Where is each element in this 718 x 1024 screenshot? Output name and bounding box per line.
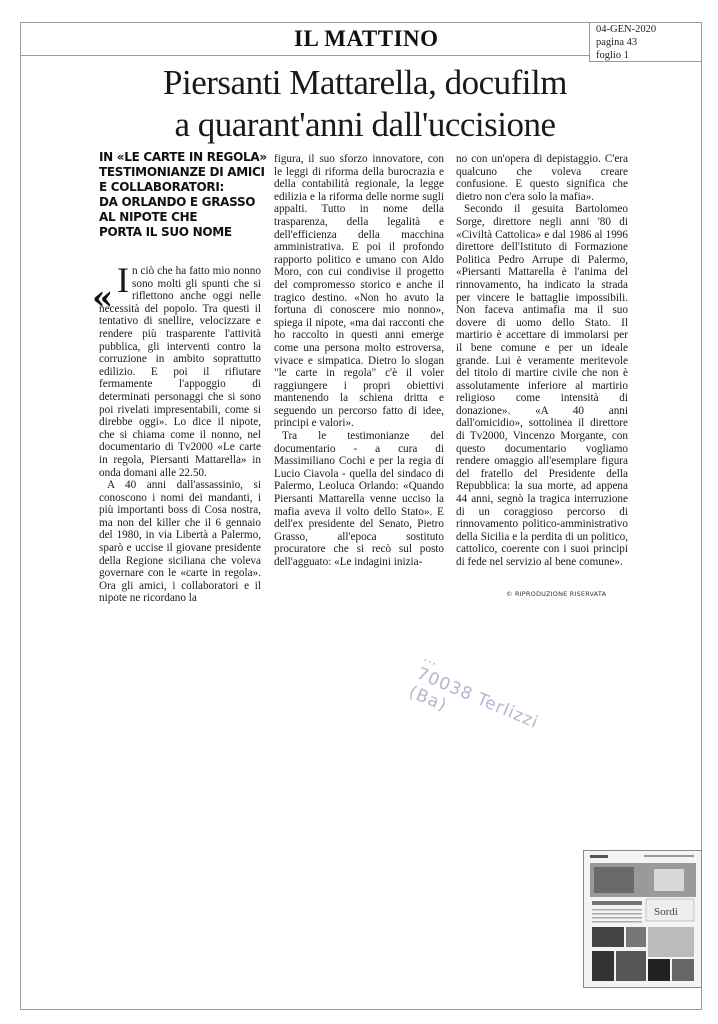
- sheet-label: foglio 1: [596, 50, 629, 61]
- article-column-3: [456, 153, 628, 589]
- kicker-line: TESTIMONIANZE DI AMICI: [99, 165, 265, 179]
- copyright-note: © RIPRODUZIONE RISERVATA: [506, 590, 607, 598]
- headline: [100, 62, 630, 146]
- paragraph: Tra le testimonianze del documentario - a cura di Massimiliano Cochi e per la regia di Lucio Ciavola - quella del sindaco di Palermo, Leoluca Orlando: «Quando Piersanti Mattarella venne ucciso la mafia aveva il volto dello Stato». E dell'ex presidente del Senato, Pietro Grasso, all'epoca sostituto procuratore che si recò sul posto dell'agguato: «Le indagini inizia-: [274, 430, 444, 568]
- paragraph: no con un'opera di depistaggio. C'era qualcuno che voleva creare confusione. E questo significa che dietro non c'era solo la mafia».: [456, 153, 628, 203]
- kicker-line: IN «LE CARTE IN REGOLA»: [99, 150, 267, 164]
- headline-line-2: a quarant'anni dall'uccisione: [174, 105, 556, 144]
- headline-line-1: Piersanti Mattarella, docufilm: [163, 63, 567, 102]
- thumbnail-image: [584, 851, 702, 988]
- date-label: 04-GEN-2020: [596, 24, 657, 35]
- header-divider: [20, 55, 590, 56]
- article-column-1: [99, 265, 261, 605]
- paragraph: Secondo il gesuita Bartolomeo Sorge, direttore negli anni '80 di «Civiltà Cattolica» e dal 1986 al 1996 direttore dell'Istituto di Formazione Politica Pedro Arrupe di Palermo, «Piersanti Mattarella è l'anima del rinnovamento, ha indicato la strada per vincere le battaglie impossibili. Non faceva antimafia ma il suo dovere di uomo dello Stato. Il martirio è accettare di immolarsi per il bene comune e per un ideale grande. Lui è veramente meritevole del titolo di martire civile che non è assolutamente inferiore al martirio religioso come intensità di donazione». «A 40 anni dall'omicidio», sottolinea il direttore di Tv2000, Vincenzo Morgante, con questo documentario vogliamo rendere omaggio all'esemplare figura del fratello del Presidente della Repubblica: la sua morte, ad appena 44 anni, segnò la tragica interruzione di un coraggioso percorso di rinnovamento politico-amministrativo della Sicilia e la perdita di un politico, cattolico, coerente con i suoi principi di fede nel servizio al bene comune».: [456, 203, 628, 568]
- stamp-line-2: 70038 Terlizzi (Ba): [405, 663, 542, 734]
- dropcap: I: [117, 265, 129, 300]
- page-label: pagina 43: [596, 37, 638, 48]
- article-column-2: [274, 153, 444, 585]
- page-thumbnail: [583, 850, 702, 988]
- newspaper-logo: IL MATTINO: [294, 26, 439, 51]
- thumbnail-caption: Sordi: [654, 906, 678, 918]
- stamp-line-1: …: [421, 649, 443, 670]
- kicker-line: PORTA IL SUO NOME: [99, 225, 232, 239]
- quote-mark-icon: «: [92, 278, 114, 318]
- kicker-line: AL NIPOTE CHE: [99, 210, 198, 224]
- kicker-line: DA ORLANDO E GRASSO: [99, 195, 256, 209]
- kicker: [99, 150, 269, 240]
- kicker-line: E COLLABORATORI:: [99, 180, 224, 194]
- paragraph: In ciò che ha fatto mio nonno sono molti gli spunti che si riflettono anche oggi nelle necessità del popolo. Tra questi il tentativo di snellire, velocizzare e rendere più trasparente l'attività pubblica, gli interventi contro la corruzione in ambito soprattutto edilizio. E poi il rifiutare fermamente l'appoggio di determinati personaggi che si sono poi rivelati impresentabili, come si direbbe oggi». Lo dice il nipote, che si chiama come il nonno, nel documentario di Tv2000 «Le carte in regola, Piersanti Mattarella» in onda domani alle 22.50.: [99, 265, 261, 479]
- paragraph: A 40 anni dall'assassinio, si conoscono i nomi dei mandanti, i più importanti boss di Cosa nostra, ma non del killer che il 6 gennaio del 1980, in via Libertà a Palermo, sparò e uccise il giovane presidente della Regione siciliana che voleva governare con le «carte in regola». Ora gli amici, i collaboratori e il nipote ne ricordano la: [99, 479, 261, 605]
- paragraph: figura, il suo sforzo innovatore, con le leggi di riforma della burocrazia e della contabilità regionale, la legge edilizia e la riforma delle norme sugli appalti. Tutto in nome della trasparenza, della legalità e dell'efficienza della macchina amministrativa. E poi il profondo rapporto politico e umano con Aldo Moro, con cui condivise il progetto del compromesso storico e anche il tragico destino. «Non ho avuto la fortuna di conoscere mio nonno», spiega il nipote, «ma dai racconti che ho raccolto in questi anni emerge come una persona molto estroversa, vivace e simpatica. Dietro lo slogan "le carte in regola" c'è il voler raggiungere i propri obiettivi mantenendo la schiena dritta e seguendo un percorso fatto di idee, principi e valori».: [274, 153, 444, 430]
